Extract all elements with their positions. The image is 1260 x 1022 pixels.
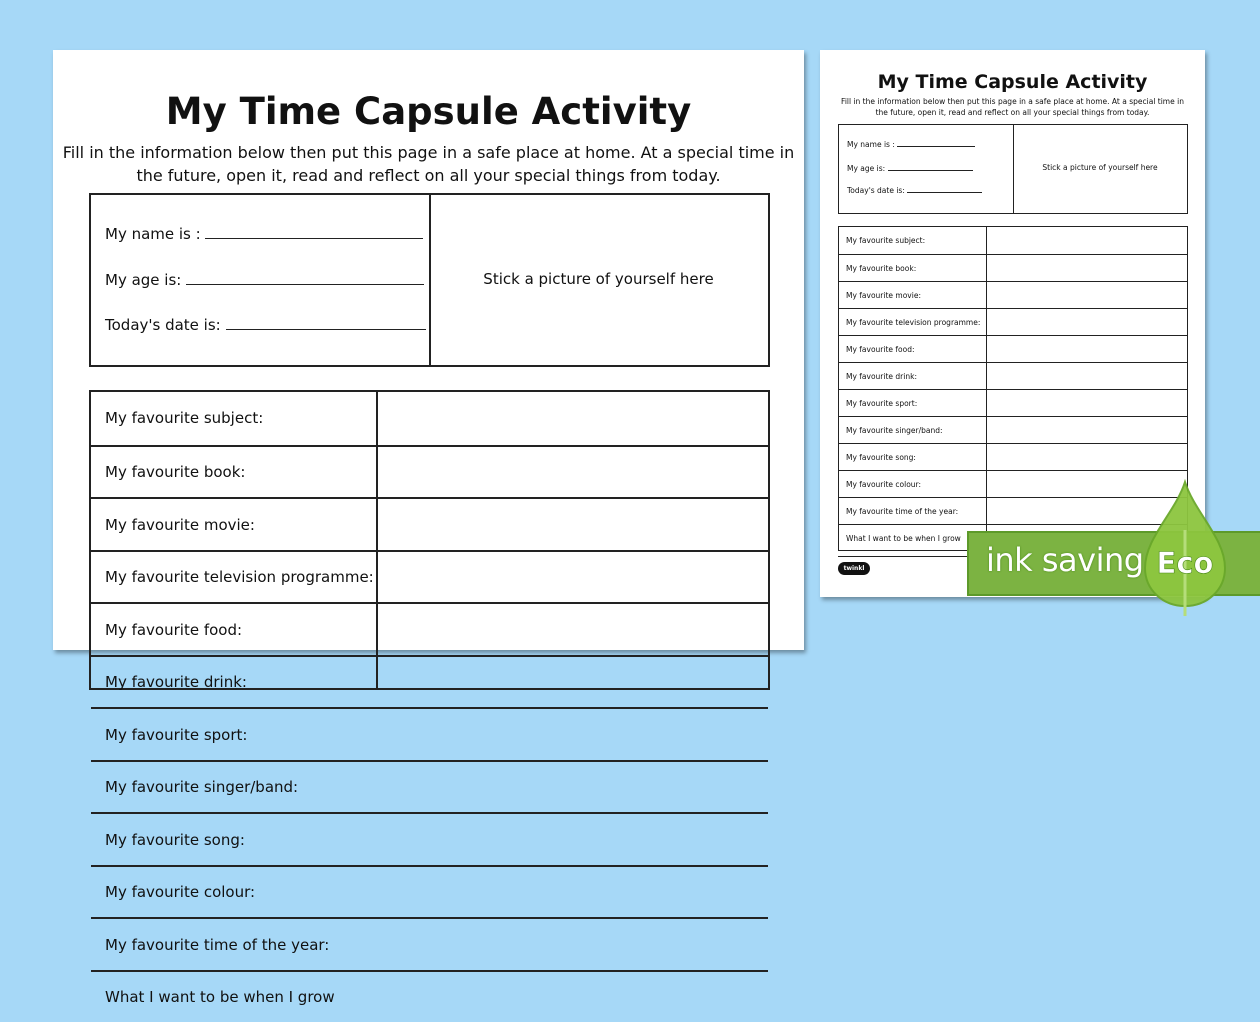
row-label: My favourite colour: <box>846 480 921 489</box>
table-row <box>839 335 1187 362</box>
row-label: My favourite food: <box>105 621 242 639</box>
row-label: My favourite book: <box>105 463 245 481</box>
row-label: My favourite subject: <box>105 409 263 427</box>
details-box <box>838 124 1188 214</box>
table-row <box>91 550 768 603</box>
table-row <box>91 497 768 550</box>
row-label: My favourite sport: <box>105 726 247 744</box>
intro-line: the future, open it, read and reflect on all your special things from today. <box>53 164 804 187</box>
row-label: My favourite colour: <box>105 883 255 901</box>
age-field: My age is: <box>105 271 424 289</box>
row-label: My favourite singer/band: <box>105 778 298 796</box>
table-row <box>91 655 768 708</box>
worksheet-title: My Time Capsule Activity <box>53 90 804 133</box>
row-label: My favourite subject: <box>846 236 925 245</box>
table-row <box>91 760 768 813</box>
table-row <box>91 865 768 918</box>
row-label: My favourite singer/band: <box>846 426 943 435</box>
date-field: Today's date is: <box>847 186 982 195</box>
table-row <box>839 470 1187 497</box>
eco-label: Eco <box>1157 546 1214 580</box>
worksheet-title: My Time Capsule Activity <box>820 71 1205 93</box>
ink-saving-text: ink saving <box>986 541 1144 579</box>
details-box <box>89 193 770 367</box>
row-label: My favourite movie: <box>105 516 255 534</box>
table-row <box>839 389 1187 416</box>
intro-line: the future, open it, read and reflect on all your special things from today. <box>820 108 1205 119</box>
favourites-table <box>838 226 1188 551</box>
row-label: My favourite song: <box>105 831 245 849</box>
row-label: My favourite movie: <box>846 291 921 300</box>
table-row <box>91 970 768 1022</box>
row-label: My favourite time of the year: <box>105 936 329 954</box>
row-label: My favourite drink: <box>846 372 917 381</box>
worksheet-intro <box>53 141 804 187</box>
picture-placeholder: Stick a picture of yourself here <box>1013 163 1187 172</box>
worksheet-intro <box>820 97 1205 119</box>
name-field: My name is : <box>105 225 423 243</box>
table-row <box>839 362 1187 389</box>
intro-line: Fill in the information below then put this page in a safe place at home. At a special time in <box>53 141 804 164</box>
table-row <box>839 497 1187 524</box>
table-row <box>839 227 1187 254</box>
row-label: My favourite television programme: <box>846 318 980 327</box>
row-label: My favourite song: <box>846 453 916 462</box>
table-row <box>91 392 768 445</box>
table-row <box>91 917 768 970</box>
table-row <box>839 281 1187 308</box>
worksheet-preview-large <box>53 50 804 650</box>
row-label: My favourite drink: <box>105 673 247 691</box>
row-label: What I want to be when I grow <box>105 988 335 1006</box>
row-label: My favourite book: <box>846 264 916 273</box>
date-field: Today's date is: <box>105 316 426 334</box>
name-field: My name is : <box>847 140 975 149</box>
table-row <box>91 812 768 865</box>
twinkl-logo: twinkl <box>838 562 870 575</box>
row-label: My favourite sport: <box>846 399 917 408</box>
table-row <box>91 602 768 655</box>
picture-placeholder: Stick a picture of yourself here <box>429 270 768 288</box>
table-row <box>839 416 1187 443</box>
intro-line: Fill in the information below then put this page in a safe place at home. At a special time in <box>820 97 1205 108</box>
row-label: My favourite time of the year: <box>846 507 958 516</box>
table-row <box>839 308 1187 335</box>
table-row <box>91 707 768 760</box>
row-label: My favourite food: <box>846 345 915 354</box>
table-row <box>839 443 1187 470</box>
row-label: My favourite television programme: <box>105 568 374 586</box>
table-row <box>91 445 768 498</box>
table-row <box>839 254 1187 281</box>
eco-leaf-icon <box>1140 478 1230 618</box>
favourites-table <box>89 390 770 690</box>
row-label: What I want to be when I grow <box>846 534 961 543</box>
age-field: My age is: <box>847 164 973 173</box>
